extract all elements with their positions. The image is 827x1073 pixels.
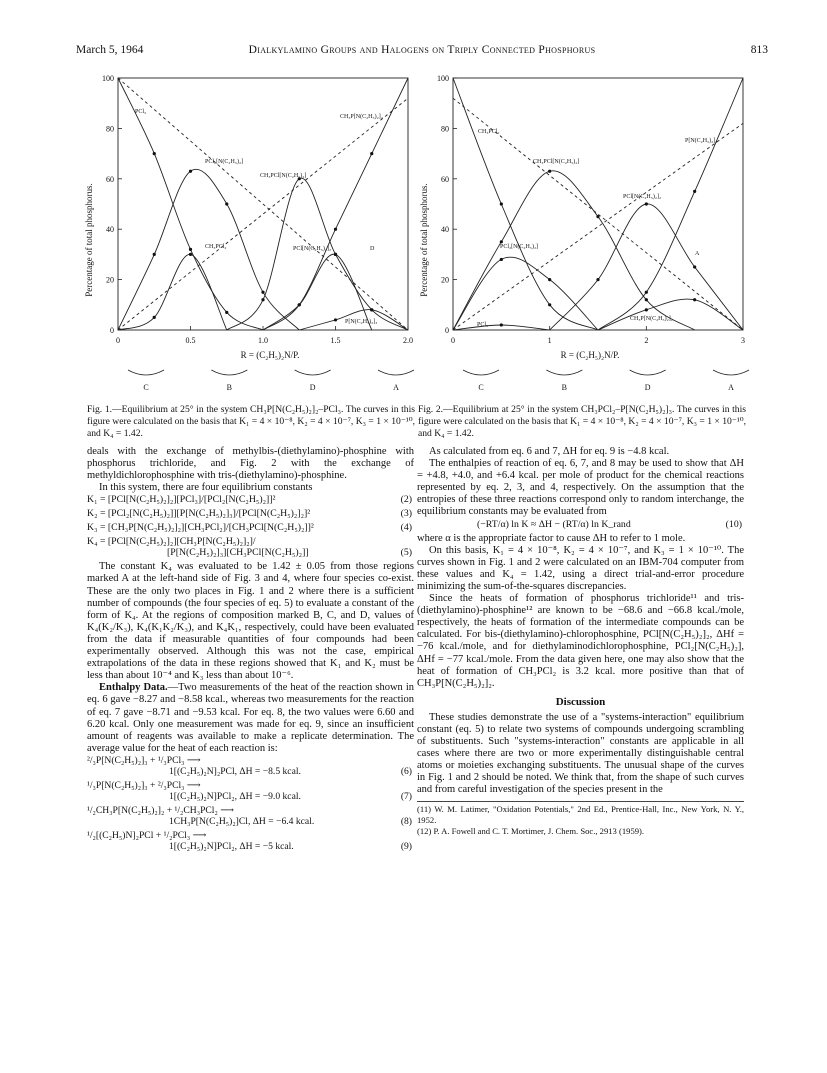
figure-2-curve-labels [477, 129, 717, 328]
equation-number: (9) [400, 840, 412, 852]
left-column [87, 446, 414, 855]
paragraph: Since the heats of formation of phosphorus trichloride¹¹ and tris-(diethylamino)-phosphine¹² are known to be −68.6 and −66.8 kcal./mole, respectively, the heats of formation of the intermediate compounds can be calculated. For bis-(diethylamino)-chlorophosphine, PCl[N(C₂H₅)₂]₂, ΔHf = −76 kcal./mole, and for diethylaminodichlorophosphine, PCl₂[N(C₂H₅)₂], ΔHf = −77 kcal./mole. From the data given here, one may also show that the heat of formation of CH₃PCl₂ is 3.2 kcal. more positive than that of CH₃P[N(C₂H₅)₂]₂. [417, 593, 744, 689]
figure-2-data-point [645, 202, 648, 205]
reaction-7 [87, 780, 414, 805]
figure-1-region-label: A [393, 383, 399, 392]
figure-1-label-l1: PCl₃ [135, 109, 147, 115]
equation-2 [87, 494, 414, 508]
figure-1-label-l7: P[N(C₂H₅)₂]₃ [345, 319, 378, 325]
figure-1-series-line-8 [118, 98, 408, 330]
paragraph: where α is the appropriate factor to cause ΔH to refer to 1 mole. [417, 532, 686, 544]
figure-1-data-point [334, 228, 337, 231]
figure-1-region-brace [128, 370, 164, 375]
figure-2-y-tick-label: 0 [445, 326, 449, 335]
figure-2-marks [437, 74, 749, 392]
reaction-9 [87, 830, 414, 855]
figure-1-x-tick-label: 1.5 [330, 336, 341, 345]
reaction-8 [87, 805, 414, 830]
figure-1-y-tick-label: 0 [110, 326, 114, 335]
footnote-12: (12) P. A. Fowell and C. T. Mortimer, J. Chem. Soc., 2913 (1959). [417, 825, 645, 836]
figure-2-x-tick-label: 0 [451, 336, 455, 345]
figure-2-data-point [693, 298, 696, 301]
paragraph: The enthalpies of reaction of eq. 6, 7, and 8 may be used to show that ΔH = +4.8, +4.0, and +6.4 kcal. per mole of product for the chemical reactions represented by eq. 2, 3, and 4, respectively. On the assumption that the entropies of these three reactions correspond only to random interchange, the equilibrium constants may be evaluated from [417, 458, 744, 518]
figure-1-region-brace [378, 370, 414, 375]
figure-2-region-brace [463, 370, 499, 375]
reaction-text: 1CH₃P[N(C₂H₅)₂]Cl, ΔH = −6.4 kcal. [169, 815, 315, 827]
figure-2-region-brace [546, 370, 582, 375]
figure-1-data-point [189, 253, 192, 256]
figure-2-x-tick-label: 1 [547, 336, 552, 345]
figure-2-region-label: C [478, 383, 484, 392]
figure-2-data-point [500, 202, 503, 205]
figure-1-region-label: C [143, 383, 149, 392]
figure-1-y-axis-label: Percentage of total phosphorus. [84, 183, 94, 297]
figure-1-caption: Fig. 1.—Equilibrium at 25° in the system CH₃P[N(C₂H₅)₂]₂–PCl₃. The curves in this figure were calculated on the basis that K₁ = 4 × 10⁻⁸, K₂ = 4 × 10⁻⁷, K₃ = 1 × 10⁻¹⁰, and K₄ = 1.42. [87, 404, 415, 439]
reaction-text: 1[(C₂H₅)₂N]₂PCl, ΔH = −8.5 kcal. [169, 765, 301, 777]
figure-2-label-l7: CH₃P[N(C₂H₅)₂]₂ [630, 316, 673, 322]
figure-2-label-l4: PCl[N(C₂H₅)₂]₂ [623, 194, 662, 200]
equation-number: (6) [400, 765, 412, 777]
figure-1-data-point [298, 303, 301, 306]
paragraph: The constant K₄ was evaluated to be 1.42 ± 0.05 from those regions marked A at the left-hand side of Fig. 3 and 4, where four species co-exist. These are the only two places in Fig. 1 and 2 where there is a sufficient number of compounds (the four species of eq. 5) to evaluate a constant of the form of K₄. At the regions of composition marked B, C, and D, values of K₄(K₂/K₃), K₄(K₁K₂/K₃), and K₄K₁, respectively, could have been evaluated from the data if measurable quantities of four compounds had been experimentally observed. Although this was not the case, empirical extrapolations of the data in these regions showed that K₁ and K₂ must be less than about 10⁻⁴ and K₃ less than about 10⁻⁶. [87, 561, 414, 682]
figure-2-data-point [548, 170, 551, 173]
paragraph: deals with the exchange of methylbis-(diethylamino)-phosphine with phosphorus trichloride, and Fig. 2 with the exchange of methyldichlorophosphine with tris-(diethylamino)-phosphine. [87, 446, 414, 482]
figure-2-chart [415, 70, 745, 400]
section-heading-discussion: Discussion [555, 695, 606, 708]
figure-1-series-line-5 [118, 254, 227, 330]
figure-2-data-point [645, 298, 648, 301]
reaction-text: ²/₃P[N(C₂H₅)₂]₃ + ¹/₃PCl₃ ⟶ [87, 754, 201, 766]
figure-2-series-line-5 [453, 257, 598, 330]
figure-2-data-point [645, 291, 648, 294]
figure-2-region-brace [713, 370, 749, 375]
equation-text: [P[N(C₂H₅)₂]₃][CH₃PCl[N(C₂H₅)₂]] [167, 547, 309, 559]
equation-4 [87, 522, 414, 536]
figure-1-data-point [334, 253, 337, 256]
equation-10 [417, 519, 744, 533]
reaction-text: 1[(C₂H₅)₂N]PCl₂, ΔH = −5 kcal. [169, 840, 294, 852]
equation-number: (4) [400, 522, 412, 534]
figure-2-x-tick-label: 2 [644, 336, 649, 345]
equation-number: (7) [400, 790, 412, 802]
figure-2-data-point [500, 323, 503, 326]
figure-1-label-l2: CH₃P[N(C₂H₅)₂]₂ [340, 114, 383, 120]
figure-1-data-point [261, 298, 264, 301]
equation-text: K₁ = [PCl[N(C₂H₅)₂]₂][PCl₃]/[PCl₂[N(C₂H₅)₂]]² [87, 494, 276, 506]
figure-1-region-label: D [309, 383, 316, 392]
figure-1-x-tick-label: 0.5 [185, 336, 196, 345]
figure-1-chart [80, 70, 413, 400]
equation-text: K₄ = [PCl[N(C₂H₅)₂]₂][CH₃P[N(C₂H₅)₂]₂]/ [87, 536, 256, 548]
figure-2-data-point [596, 278, 599, 281]
figure-2-region-label: B [561, 383, 568, 392]
figure-2-plot-frame [453, 78, 743, 330]
figure-2-y-tick-label: 100 [437, 74, 449, 83]
right-column [417, 446, 744, 837]
figure-2-data-point [500, 258, 503, 261]
figure-2-region-label: A [728, 383, 734, 392]
paragraph [87, 682, 414, 755]
figure-2-y-tick-label: 20 [441, 275, 449, 285]
figure-2-data-point [548, 303, 551, 306]
figure-2-series-line-8 [453, 123, 743, 330]
figure-1-y-tick-label: 60 [106, 174, 114, 184]
equation-number: (10) [725, 518, 742, 530]
figure-2-label-l3: CH₃PCl[N(C₂H₅)₂] [533, 159, 580, 165]
figure-1-label-l8: D [370, 246, 375, 252]
figure-1-label-l5: CH₃PCl₂ [205, 244, 227, 250]
paragraph: These studies demonstrate the use of a "systems-interaction" equilibrium constant (eq. 5) to relate two systems of compounds undergoing scrambling of substituents. Such "systems-interaction" constants are applicable in all cases where there are two or more experimentally distinguishable central atoms or moieties exchanging substituents. The unusual shape of the curves in Fig. 1 and 2 should be noted. We think that, from the shape of such curves and from careful investigation of the species present in the [417, 711, 744, 796]
paragraph: As calculated from eq. 6 and 7, ΔH for eq. 9 is −4.8 kcal. [429, 446, 670, 457]
reaction-text: 1[(C₂H₅)₂N]PCl₂, ΔH = −9.0 kcal. [169, 790, 301, 802]
footnotes [417, 801, 744, 837]
figure-2-caption: Fig. 2.—Equilibrium at 25° in the system CH₃PCl₂–P[N(C₂H₅)₂]₃. The curves in this figure were calculated on the basis that K₁ = 4 × 10⁻⁸, K₂ = 4 × 10⁻⁷, K₃ = 1 × 10⁻¹⁰, and K₄ = 1.42. [418, 404, 746, 439]
figure-1-data-point [225, 202, 228, 205]
figure-2-data-point [693, 265, 696, 268]
reaction-text: ¹/₃P[N(C₂H₅)₂]₃ + ²/₃PCl₃ ⟶ [87, 779, 201, 791]
figure-1-y-tick-label: 20 [106, 275, 114, 285]
reaction-text: ¹/₂[(C₂H₅)N]₂PCl + ¹/₂PCl₃ ⟶ [87, 829, 207, 841]
figure-1-x-tick-label: 1.0 [258, 336, 268, 345]
header-page-number: 813 [750, 44, 768, 56]
figure-2-y-axis-label: Percentage of total phosphorus. [419, 183, 429, 297]
reaction-text: ¹/₂CH₃P[N(C₂H₅)₂]₂ + ¹/₂CH₃PCl₂ ⟶ [87, 804, 234, 816]
running-header [76, 44, 768, 60]
figure-1-y-tick-label: 40 [106, 225, 114, 235]
figure-1-data-point [153, 316, 156, 319]
figure-2-data-point [548, 278, 551, 281]
figure-2-region-label: D [644, 383, 651, 392]
equation-text: K₂ = [PCl₂[N(C₂H₅)₂]][P[N(C₂H₅)₂]₃]/[PCl[N(C₂H₅)₂]₂]² [87, 508, 311, 520]
figure-2-x-axis-label: R = (C₂H₅)₂N/P. [560, 350, 620, 360]
equation-number: (3) [400, 508, 412, 520]
figure-1-y-tick-label: 100 [102, 74, 114, 83]
footnote-11: (11) W. M. Latimer, "Oxidation Potentials," 2nd Ed., Prentice-Hall, Inc., New York, N. Y., 1952. [417, 803, 744, 825]
figure-1-label-l6: PCl[N(C₂H₅)₂]₂ [293, 246, 332, 252]
figure-2-region-brace [630, 370, 666, 375]
paragraph-text: —Two measurements of the heat of the reaction shown in eq. 6 gave −8.27 and −8.58 kcal., whereas two measurements for the reaction of eq. 7 gave −8.71 and −9.53 kcal. For eq. 8, the two values were 6.60 and 6.20 kcal. Only one measurement was made for eq. 9, since an insufficient amount of reagents was available to make a replicate determination. The average value for the heat of each reaction is: [87, 682, 414, 754]
equation-number: (8) [400, 815, 412, 827]
figure-2-x-tick-label: 3 [741, 336, 745, 345]
figure-2-label-l6: PCl₃ [477, 322, 489, 328]
figure-1-region-brace [295, 370, 331, 375]
figure-2-y-tick-label: 80 [441, 124, 449, 134]
figure-1-x-axis-label: R = (C₂H₅)₂N/P. [240, 350, 300, 360]
reaction-6 [87, 755, 414, 780]
figure-2-series-line-7 [598, 299, 743, 330]
figure-1-data-point [334, 318, 337, 321]
equation-text: (−RT/α) ln K ≈ ΔH − (RT/α) ln K_rand [477, 518, 631, 530]
figure-2-data-point [645, 308, 648, 311]
figure-1-data-point [189, 170, 192, 173]
figure-1-y-tick-label: 80 [106, 124, 114, 134]
figure-1-data-point [370, 152, 373, 155]
figure-1-data-point [225, 311, 228, 314]
figure-1-x-tick-label: 0 [116, 336, 120, 345]
equation-3 [87, 508, 414, 522]
figure-1-data-point [261, 291, 264, 294]
figure-1-data-point [189, 248, 192, 251]
figure-2-y-tick-label: 40 [441, 225, 449, 235]
figure-1-region-brace [211, 370, 247, 375]
figure-2-label-l1: CH₃PCl₂ [478, 129, 500, 135]
figure-1-series-line-1 [118, 78, 263, 330]
figure-2-label-l2: P[N(C₂H₅)₂]₃ [685, 138, 718, 144]
figure-1-x-tick-label: 2.0 [403, 336, 413, 345]
figure-1-label-l4: CH₃PCl[N(C₂H₅)₂] [260, 173, 307, 179]
figure-1-data-point [153, 152, 156, 155]
figure-2-data-point [500, 240, 503, 243]
paragraph: In this system, there are four equilibrium constants [99, 482, 313, 494]
paragraph: On this basis, K₁ = 4 × 10⁻⁸, K₂ = 4 × 10⁻⁷, and K₃ = 1 × 10⁻¹⁰. The curves shown in Fig. 1 and 2 were calculated on an IBM-704 computer from these values and K₄ = 1.42, using a direct trial-and-error procedure minimizing the sum-of-the-squares discrepancies. [417, 544, 744, 592]
figure-2-series-line-4 [598, 78, 743, 330]
header-title: Dialkylamino Groups and Halogens on Triply Connected Phosphorus [248, 44, 596, 56]
section-heading-enthalpy: Enthalpy Data. [99, 682, 168, 694]
figure-2-data-point [693, 190, 696, 193]
figure-1-marks [102, 74, 414, 392]
figure-1-label-l3: PCl₂[N(C₂H₅)₂] [205, 159, 244, 165]
figure-2-y-tick-label: 60 [441, 174, 449, 184]
figure-2-label-l8: A [695, 251, 700, 257]
figure-1-region-label: B [226, 383, 233, 392]
equation-5 [87, 536, 414, 561]
equation-text: K₃ = [CH₃P[N(C₂H₅)₂]₂][CH₃PCl₂]/[CH₃PCl[N(C₂H₅)₂]]² [87, 522, 314, 534]
equation-number: (2) [400, 494, 412, 506]
figure-1-data-point [153, 253, 156, 256]
header-date: March 5, 1964 [76, 44, 144, 56]
figure-1-series-line-3 [227, 178, 408, 330]
figure-2-label-l5: PCl₂[N(C₂H₅)₂] [500, 244, 539, 250]
equation-number: (5) [400, 547, 412, 559]
figure-1-data-point [370, 308, 373, 311]
